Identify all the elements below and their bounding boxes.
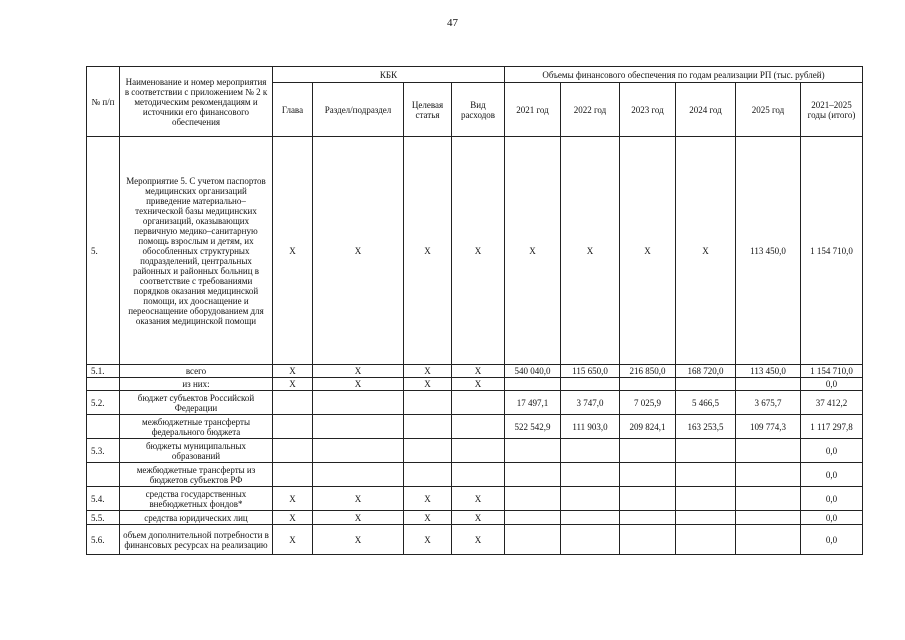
- row-name-cell: бюджеты муниципальных образований: [120, 439, 273, 463]
- funding-value-cell: [736, 487, 801, 511]
- funding-value-cell: [561, 487, 620, 511]
- kbk-cell: [452, 439, 505, 463]
- row-number-cell: [87, 463, 120, 487]
- kbk-cell: X: [452, 511, 505, 525]
- funding-value-cell: [676, 463, 736, 487]
- row-name-cell: межбюджетные трансферты федерального бюджета: [120, 415, 273, 439]
- row-name-cell: Мероприятие 5. С учетом паспортов медицинских организаций приведение материально–технической базы медицинских организаций, оказывающих первичную медико–санитарную помощь взрослым и детям, их обособленных структурных подразделений, центральных районных и районных больниц в соответствие с требованиями порядков оказания медицинской помощи, их дооснащение и переоснащение оборудованием для оказания медицинской помощи: [120, 137, 273, 365]
- funding-value-cell: 7 025,9: [620, 391, 676, 415]
- kbk-cell: [452, 463, 505, 487]
- kbk-cell: X: [273, 487, 313, 511]
- kbk-cell: [273, 439, 313, 463]
- funding-value-cell: [561, 511, 620, 525]
- kbk-cell: X: [273, 525, 313, 555]
- kbk-cell: X: [452, 378, 505, 391]
- kbk-cell: X: [452, 365, 505, 378]
- funding-value-cell: [620, 439, 676, 463]
- header-kbk-column: Раздел/подраздел: [313, 83, 404, 137]
- header-kbk-column: Глава: [273, 83, 313, 137]
- table-row: [87, 511, 863, 525]
- row-name-cell: межбюджетные трансферты из бюджетов субъектов РФ: [120, 463, 273, 487]
- funding-value-cell: 209 824,1: [620, 415, 676, 439]
- header-year-column: 2021 год: [505, 83, 561, 137]
- funding-value-cell: X: [620, 137, 676, 365]
- funding-value-cell: 111 903,0: [561, 415, 620, 439]
- kbk-cell: X: [313, 137, 404, 365]
- header-kbk-column: Целевая статья: [404, 83, 452, 137]
- kbk-cell: X: [313, 525, 404, 555]
- funding-value-cell: [505, 378, 561, 391]
- funding-value-cell: [736, 463, 801, 487]
- funding-value-cell: [505, 487, 561, 511]
- funding-value-cell: [561, 463, 620, 487]
- funding-value-cell: [676, 487, 736, 511]
- kbk-cell: [404, 391, 452, 415]
- funding-value-cell: [620, 525, 676, 555]
- funding-value-cell: 1 117 297,8: [801, 415, 863, 439]
- header-funding: Объемы финансового обеспечения по годам реализации РП (тыс. рублей): [505, 67, 863, 83]
- kbk-cell: X: [452, 487, 505, 511]
- kbk-cell: [313, 415, 404, 439]
- table-row: [87, 378, 863, 391]
- table-row: [87, 391, 863, 415]
- funding-value-cell: [505, 463, 561, 487]
- row-name-cell: средства государственных внебюджетных фондов*: [120, 487, 273, 511]
- header-name: Наименование и номер мероприятия в соответствии с приложением № 2 к методическим рекомендациям и источники его финансового обеспечения: [120, 67, 273, 137]
- funding-value-cell: [736, 511, 801, 525]
- row-number-cell: 5.: [87, 137, 120, 365]
- funding-value-cell: 0,0: [801, 511, 863, 525]
- kbk-cell: [404, 415, 452, 439]
- funding-value-cell: 540 040,0: [505, 365, 561, 378]
- funding-value-cell: [561, 525, 620, 555]
- funding-value-cell: [676, 511, 736, 525]
- row-number-cell: 5.3.: [87, 439, 120, 463]
- funding-value-cell: 168 720,0: [676, 365, 736, 378]
- funding-value-cell: X: [505, 137, 561, 365]
- funding-value-cell: 37 412,2: [801, 391, 863, 415]
- table-row: [87, 365, 863, 378]
- funding-value-cell: 17 497,1: [505, 391, 561, 415]
- kbk-cell: X: [404, 137, 452, 365]
- funding-value-cell: [561, 378, 620, 391]
- row-name-cell: всего: [120, 365, 273, 378]
- row-number-cell: 5.2.: [87, 391, 120, 415]
- kbk-cell: X: [273, 378, 313, 391]
- table-row: [87, 487, 863, 511]
- funding-value-cell: 0,0: [801, 378, 863, 391]
- funding-value-cell: X: [676, 137, 736, 365]
- funding-value-cell: [620, 378, 676, 391]
- funding-value-cell: 113 450,0: [736, 365, 801, 378]
- funding-value-cell: 5 466,5: [676, 391, 736, 415]
- table-row: [87, 137, 863, 365]
- row-number-cell: 5.1.: [87, 365, 120, 378]
- kbk-cell: [404, 439, 452, 463]
- funding-value-cell: [736, 378, 801, 391]
- kbk-cell: X: [313, 487, 404, 511]
- funding-value-cell: 3 747,0: [561, 391, 620, 415]
- header-year-column: 2021–2025 годы (итого): [801, 83, 863, 137]
- row-name-cell: бюджет субъектов Российской Федерации: [120, 391, 273, 415]
- kbk-cell: X: [404, 365, 452, 378]
- kbk-cell: X: [452, 137, 505, 365]
- funding-value-cell: [736, 525, 801, 555]
- kbk-cell: X: [452, 525, 505, 555]
- funding-value-cell: [505, 439, 561, 463]
- funding-value-cell: 0,0: [801, 463, 863, 487]
- funding-value-cell: 216 850,0: [620, 365, 676, 378]
- funding-value-cell: [620, 511, 676, 525]
- funding-value-cell: 109 774,3: [736, 415, 801, 439]
- kbk-cell: [313, 463, 404, 487]
- funding-value-cell: 0,0: [801, 439, 863, 463]
- funding-value-cell: 522 542,9: [505, 415, 561, 439]
- row-name-cell: средства юридических лиц: [120, 511, 273, 525]
- funding-value-cell: 3 675,7: [736, 391, 801, 415]
- kbk-cell: X: [404, 378, 452, 391]
- table-row: [87, 415, 863, 439]
- header-kbk: КБК: [273, 67, 505, 83]
- kbk-cell: X: [313, 378, 404, 391]
- funding-value-cell: [505, 511, 561, 525]
- funding-value-cell: 0,0: [801, 487, 863, 511]
- kbk-cell: [452, 391, 505, 415]
- row-number-cell: 5.6.: [87, 525, 120, 555]
- funding-value-cell: [676, 439, 736, 463]
- row-number-cell: [87, 415, 120, 439]
- header-year-column: 2025 год: [736, 83, 801, 137]
- page-number: 47: [447, 17, 458, 29]
- kbk-cell: X: [273, 511, 313, 525]
- funding-value-cell: [505, 525, 561, 555]
- table-body: [87, 137, 863, 555]
- kbk-cell: [273, 415, 313, 439]
- header-year-column: 2022 год: [561, 83, 620, 137]
- funding-value-cell: [620, 487, 676, 511]
- kbk-cell: X: [404, 511, 452, 525]
- funding-value-cell: [676, 378, 736, 391]
- kbk-cell: X: [273, 137, 313, 365]
- kbk-cell: X: [404, 525, 452, 555]
- kbk-cell: X: [313, 365, 404, 378]
- table-row: [87, 463, 863, 487]
- table-row: [87, 439, 863, 463]
- funding-value-cell: [561, 439, 620, 463]
- funding-value-cell: 1 154 710,0: [801, 365, 863, 378]
- financing-table: [86, 66, 863, 555]
- funding-value-cell: [620, 463, 676, 487]
- kbk-cell: [273, 463, 313, 487]
- row-number-cell: 5.4.: [87, 487, 120, 511]
- kbk-cell: [313, 439, 404, 463]
- funding-value-cell: X: [561, 137, 620, 365]
- kbk-cell: [452, 415, 505, 439]
- header-row-number: № п/п: [87, 67, 120, 137]
- table-header: [87, 67, 863, 137]
- header-year-column: 2023 год: [620, 83, 676, 137]
- kbk-cell: [313, 391, 404, 415]
- funding-value-cell: 1 154 710,0: [801, 137, 863, 365]
- kbk-cell: X: [273, 365, 313, 378]
- kbk-cell: X: [404, 487, 452, 511]
- row-number-cell: 5.5.: [87, 511, 120, 525]
- funding-value-cell: 115 650,0: [561, 365, 620, 378]
- kbk-cell: X: [313, 511, 404, 525]
- funding-value-cell: 0,0: [801, 525, 863, 555]
- funding-value-cell: [736, 439, 801, 463]
- kbk-cell: [404, 463, 452, 487]
- header-kbk-column: Вид расходов: [452, 83, 505, 137]
- kbk-cell: [273, 391, 313, 415]
- funding-value-cell: 113 450,0: [736, 137, 801, 365]
- header-year-column: 2024 год: [676, 83, 736, 137]
- funding-value-cell: 163 253,5: [676, 415, 736, 439]
- row-number-cell: [87, 378, 120, 391]
- table-row: [87, 525, 863, 555]
- row-name-cell: из них:: [120, 378, 273, 391]
- row-name-cell: объем дополнительной потребности в финансовых ресурсах на реализацию: [120, 525, 273, 555]
- funding-value-cell: [676, 525, 736, 555]
